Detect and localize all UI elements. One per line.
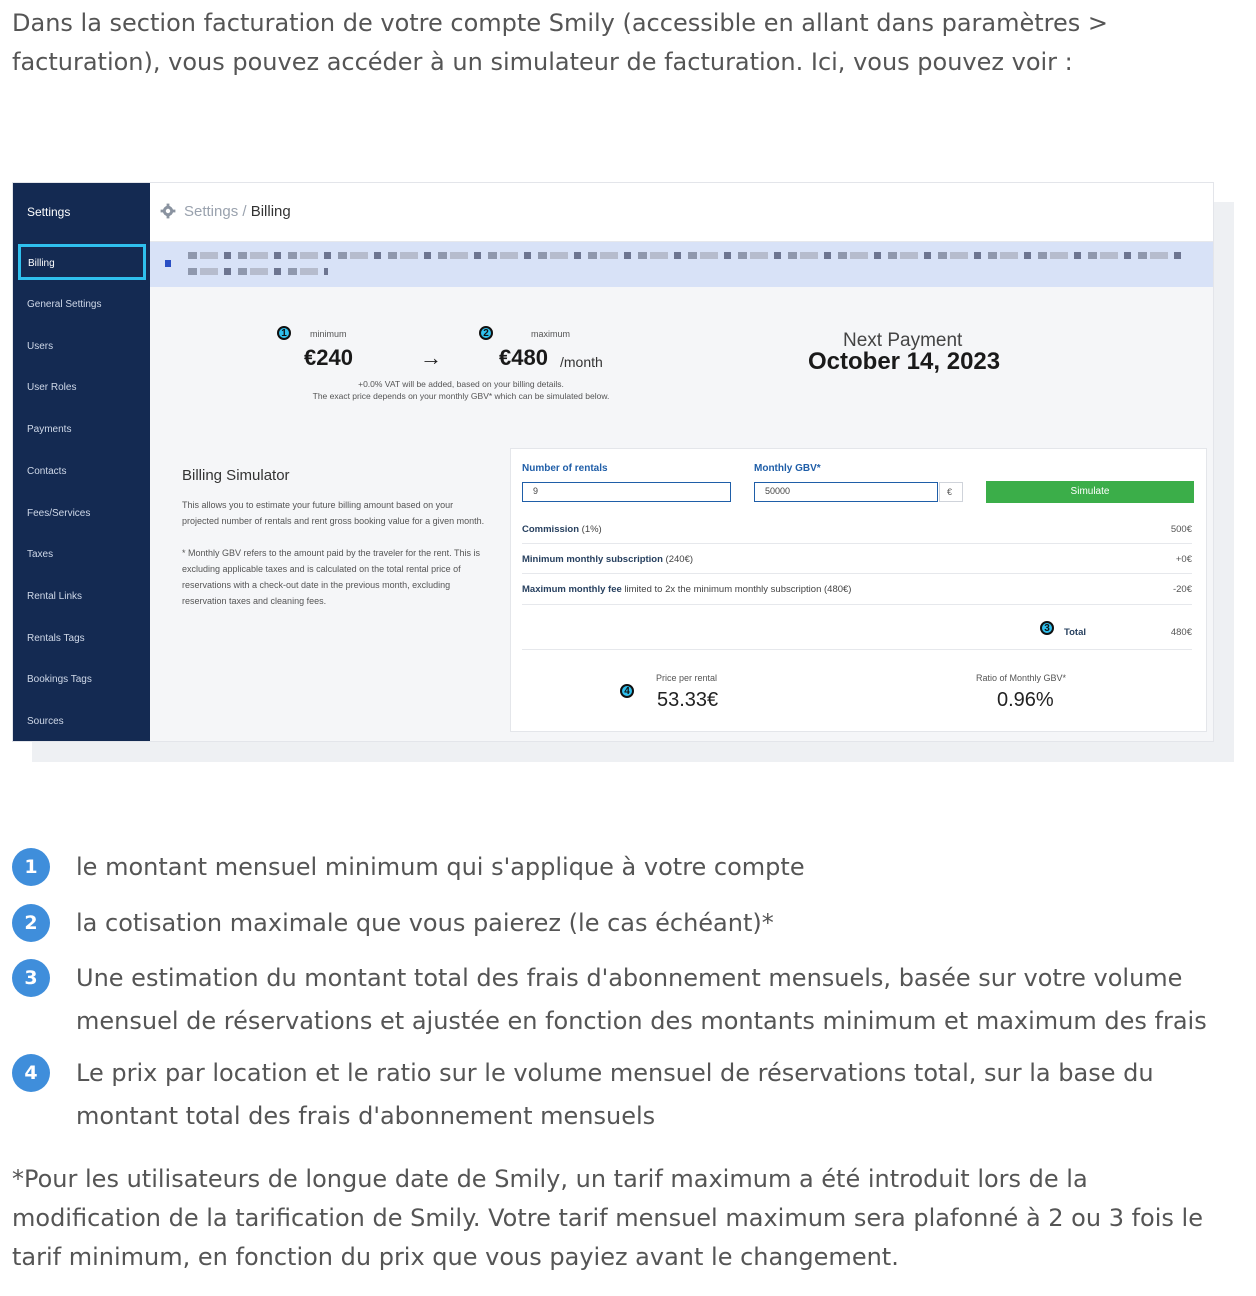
- minimum-label: minimum: [310, 329, 347, 339]
- sidebar-item-fees-services[interactable]: Fees/Services: [27, 508, 91, 519]
- total-value: 480€: [1170, 627, 1192, 638]
- billing-screenshot: [12, 182, 1214, 742]
- sidebar-item-label: Billing: [28, 258, 55, 269]
- marker-3: 3: [1040, 621, 1054, 635]
- breadcrumb-settings[interactable]: Settings: [184, 203, 239, 220]
- list-item-text: Une estimation du montant total des frais d'abonnement mensuels, basée sur votre volume mensuel de réservations et ajustée en fonction des montants minimum et maximum des frais: [76, 964, 1207, 1035]
- sidebar-item-rental-links[interactable]: Rental Links: [27, 591, 83, 602]
- ratio-value: 0.96%: [997, 689, 1054, 711]
- number-badge: 1: [12, 848, 50, 886]
- list-item-text: le montant mensuel minimum qui s'applique à votre compte: [76, 853, 805, 881]
- gbv-label: Monthly GBV*: [754, 463, 821, 474]
- divider: [522, 543, 1192, 544]
- next-payment-label: Next Payment: [843, 330, 963, 351]
- billing-simulator-title: Billing Simulator: [182, 467, 290, 484]
- price-per-rental-value: 53.33€: [657, 689, 719, 711]
- top-bar: [150, 183, 1213, 242]
- vat-note: +0.0% VAT will be added, based on your billing details.: [358, 379, 564, 389]
- rentals-label: Number of rentals: [522, 463, 608, 474]
- commission-row-label: [522, 524, 602, 535]
- gear-icon: [160, 203, 176, 219]
- blurred-banner: [150, 242, 1213, 287]
- rentals-input[interactable]: 9: [522, 482, 731, 502]
- breadcrumb-current: Billing: [250, 203, 291, 220]
- price-per-rental-label: Price per rental: [656, 673, 718, 683]
- currency-addon: €: [939, 482, 963, 502]
- min-subscription-detail: (240€): [662, 554, 694, 565]
- gbv-input[interactable]: 50000: [754, 482, 938, 502]
- max-fee-value: -20€: [1172, 584, 1192, 595]
- divider: [522, 604, 1192, 605]
- breadcrumb-separator: /: [238, 203, 251, 220]
- breadcrumb: [184, 203, 291, 220]
- ratio-label: Ratio of Monthly GBV*: [976, 673, 1067, 683]
- simulate-button[interactable]: Simulate: [986, 481, 1194, 503]
- max-fee-detail: limited to 2x the minimum monthly subscription (480€): [621, 584, 852, 595]
- arrow-icon: →: [420, 345, 442, 370]
- blurred-text: [188, 252, 1183, 259]
- sidebar-title: Settings: [27, 205, 71, 219]
- intro-paragraph: Dans la section facturation de votre compte Smily (accessible en allant dans paramètres > facturation), vous pouvez accéder à un simulateur de facturation. Ici, vous pouvez voir :: [12, 9, 1108, 76]
- sidebar-item-payments[interactable]: Payments: [27, 424, 72, 435]
- sidebar-item-general-settings[interactable]: General Settings: [27, 299, 102, 310]
- marker-4: 4: [620, 684, 634, 698]
- maximum-price: €480: [499, 345, 548, 370]
- sidebar-item-user-roles[interactable]: User Roles: [27, 382, 77, 393]
- divider: [522, 573, 1192, 574]
- per-month-label: /month: [560, 354, 603, 370]
- number-badge: 3: [12, 959, 50, 997]
- sidebar-item-users[interactable]: Users: [27, 341, 54, 352]
- commission-label: Commission: [522, 524, 580, 535]
- sidebar-item-contacts[interactable]: Contacts: [27, 466, 67, 477]
- simulator-desc-1: This allows you to estimate your future billing amount based on your projected number of rentals and rent gross booking value for a given month.: [182, 500, 485, 526]
- number-badge: 2: [12, 904, 50, 942]
- sidebar-item-bookings-tags[interactable]: Bookings Tags: [27, 674, 92, 685]
- min-subscription-row-label: [522, 554, 693, 565]
- sidebar-item-rentals-tags[interactable]: Rentals Tags: [27, 633, 85, 644]
- min-subscription-value: +0€: [1175, 554, 1192, 565]
- max-fee-row-label: [522, 584, 851, 595]
- simulator-desc-2: * Monthly GBV refers to the amount paid by the traveler for the rent. This is excluding applicable taxes and is calculated on the total rental price of reservations with a check-out date in the previous month, excluding reservation taxes and cleaning fees.: [182, 548, 480, 606]
- banner-icon: [165, 260, 171, 267]
- sidebar-item-sources[interactable]: Sources: [27, 716, 64, 727]
- settings-sidebar: [13, 183, 150, 742]
- minimum-price: €240: [304, 345, 353, 370]
- list-item-text: Le prix par location et le ratio sur le volume mensuel de réservations total, sur la base du montant total des frais d'abonnement mensuels: [76, 1059, 1154, 1130]
- divider: [522, 649, 1192, 650]
- sidebar-item-billing[interactable]: [18, 244, 146, 280]
- next-payment-date: October 14, 2023: [808, 348, 1001, 375]
- sidebar-item-taxes[interactable]: Taxes: [27, 549, 54, 560]
- simulator-card: [510, 448, 1207, 732]
- number-badge: 4: [12, 1054, 50, 1092]
- marker-1: 1: [277, 326, 291, 340]
- blurred-text: [188, 268, 328, 275]
- commission-detail: (1%): [579, 524, 602, 535]
- marker-2: 2: [479, 326, 493, 340]
- gbv-note: The exact price depends on your monthly GBV* which can be simulated below.: [312, 391, 610, 401]
- footnote: *Pour les utilisateurs de longue date de Smily, un tarif maximum a été introduit lors de la modification de la tarification de Smily. Votre tarif mensuel maximum sera plafonné à 2 ou 3 fois le tarif minimum, en fonction du prix que vous payiez avant le changement.: [12, 1165, 1203, 1271]
- total-label: Total: [1064, 627, 1086, 638]
- max-fee-label: Maximum monthly fee: [522, 584, 622, 595]
- maximum-label: maximum: [531, 329, 571, 339]
- commission-value: 500€: [1170, 524, 1192, 535]
- simulator-description: [182, 497, 492, 609]
- min-subscription-label: Minimum monthly subscription: [522, 554, 663, 565]
- list-item-text: la cotisation maximale que vous paierez (le cas échéant)*: [76, 909, 774, 937]
